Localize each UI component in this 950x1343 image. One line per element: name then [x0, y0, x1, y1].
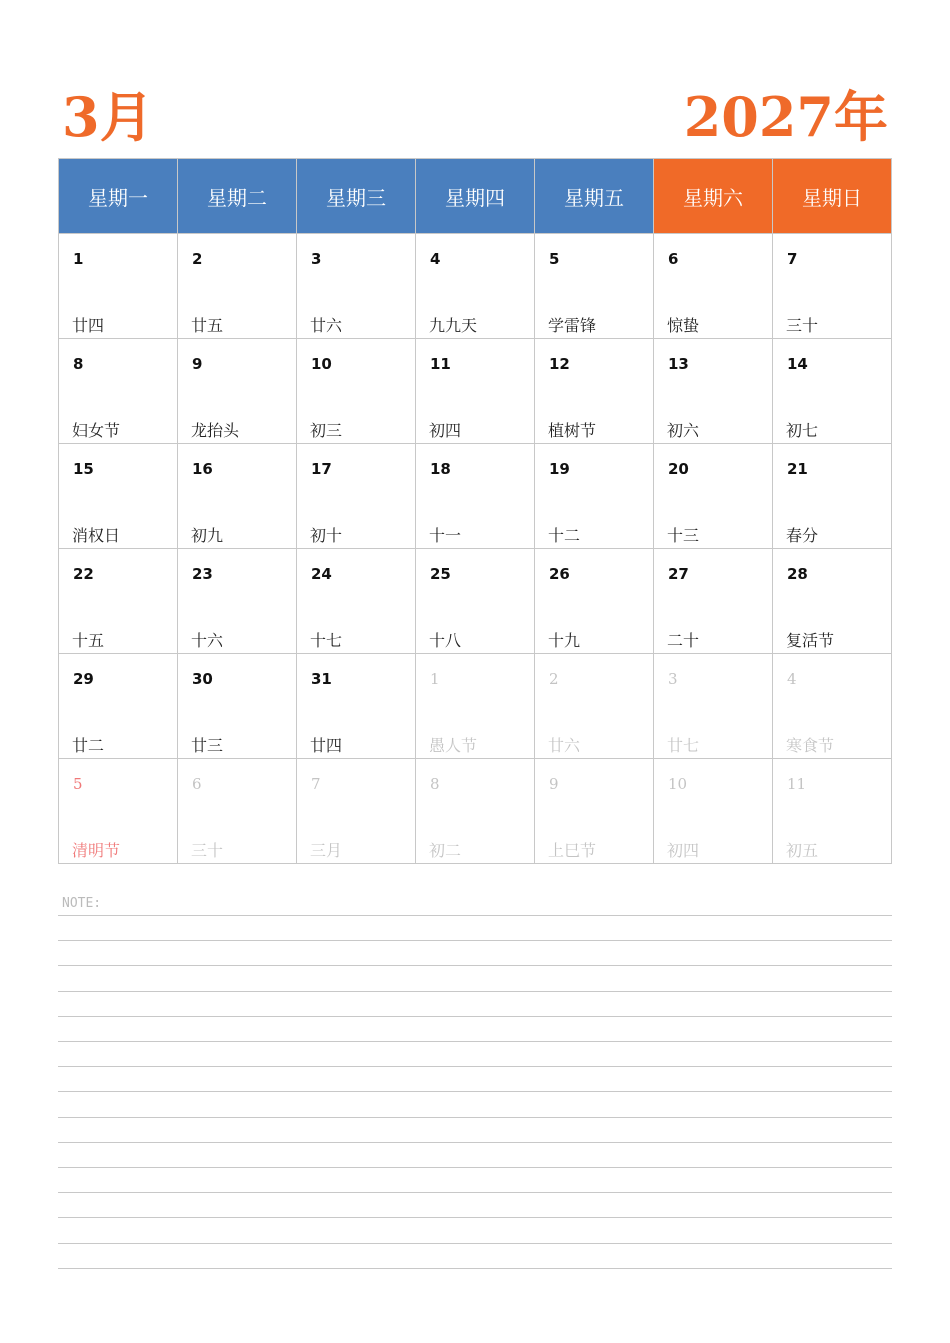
- lunar-date: 十三: [667, 526, 700, 545]
- day-number: 17: [311, 460, 332, 478]
- day-cell[interactable]: [773, 549, 892, 654]
- lunar-date: 廿五: [191, 316, 224, 335]
- day-number: 9: [192, 355, 203, 373]
- day-number: 12: [549, 355, 570, 373]
- day-number: 29: [73, 670, 94, 688]
- day-cell[interactable]: [773, 444, 892, 549]
- day-cell[interactable]: [297, 549, 416, 654]
- calendar-week-row: [59, 234, 892, 339]
- weekday-header-fri: 星期五: [535, 159, 654, 234]
- note-line: [58, 940, 892, 941]
- day-cell[interactable]: [178, 549, 297, 654]
- lunar-date: 初六: [667, 421, 700, 440]
- day-cell[interactable]: [416, 444, 535, 549]
- day-number: 3: [668, 670, 678, 688]
- lunar-date: 三十: [786, 316, 819, 335]
- lunar-date: 初九: [191, 526, 224, 545]
- note-line: [58, 1142, 892, 1143]
- day-number: 9: [549, 775, 559, 793]
- day-number: 1: [73, 250, 84, 268]
- lunar-date: 十二: [548, 526, 581, 545]
- weekday-header-sun: 星期日: [773, 159, 892, 234]
- note-line: [58, 965, 892, 966]
- day-cell[interactable]: [654, 234, 773, 339]
- day-number: 31: [311, 670, 332, 688]
- day-number: 11: [787, 775, 807, 793]
- day-cell[interactable]: [297, 339, 416, 444]
- lunar-date: 上巳节: [548, 841, 597, 860]
- day-cell[interactable]: [773, 234, 892, 339]
- lunar-date: 二十: [667, 631, 700, 650]
- day-cell[interactable]: [178, 339, 297, 444]
- day-number: 3: [311, 250, 322, 268]
- lunar-date: 初二: [429, 841, 462, 860]
- day-cell[interactable]: [773, 339, 892, 444]
- day-cell[interactable]: [178, 654, 297, 759]
- note-line: [58, 1117, 892, 1118]
- day-cell[interactable]: [297, 444, 416, 549]
- lunar-date: 十七: [310, 631, 343, 650]
- lunar-date: 初四: [667, 841, 700, 860]
- lunar-date: 龙抬头: [191, 421, 240, 440]
- day-cell[interactable]: [297, 234, 416, 339]
- day-number: 27: [668, 565, 689, 583]
- day-number: 16: [192, 460, 213, 478]
- day-cell[interactable]: [59, 759, 178, 864]
- note-line: [58, 1167, 892, 1168]
- day-cell[interactable]: [59, 549, 178, 654]
- day-number: 10: [668, 775, 688, 793]
- lunar-date: 廿六: [310, 316, 343, 335]
- day-cell[interactable]: [654, 549, 773, 654]
- note-line: [58, 1091, 892, 1092]
- day-cell[interactable]: [178, 444, 297, 549]
- lunar-date: 十八: [429, 631, 462, 650]
- day-cell[interactable]: [178, 234, 297, 339]
- day-number: 5: [73, 775, 83, 793]
- day-cell[interactable]: [535, 444, 654, 549]
- day-number: 8: [73, 355, 84, 373]
- lunar-date: 学雷锋: [548, 316, 597, 335]
- day-cell[interactable]: [416, 549, 535, 654]
- calendar-grid: [58, 158, 892, 864]
- day-cell[interactable]: [178, 759, 297, 864]
- lunar-date: 愚人节: [429, 736, 478, 755]
- calendar-week-row: [59, 549, 892, 654]
- calendar-week-row: [59, 654, 892, 759]
- day-number: 5: [549, 250, 560, 268]
- lunar-date: 初三: [310, 421, 343, 440]
- day-number: 1: [430, 670, 440, 688]
- day-cell[interactable]: [297, 654, 416, 759]
- lunar-date: 廿四: [310, 736, 343, 755]
- lunar-date: 三十: [191, 841, 224, 860]
- day-number: 21: [787, 460, 808, 478]
- day-number: 28: [787, 565, 808, 583]
- lunar-date: 妇女节: [72, 421, 121, 440]
- note-line: [58, 1268, 892, 1269]
- calendar-week-row: [59, 759, 892, 864]
- lunar-date: 廿二: [72, 736, 105, 755]
- calendar-week-row: [59, 339, 892, 444]
- day-number: 14: [787, 355, 808, 373]
- day-cell[interactable]: [535, 549, 654, 654]
- day-cell[interactable]: [654, 339, 773, 444]
- day-cell[interactable]: [416, 339, 535, 444]
- day-number: 4: [430, 250, 441, 268]
- lunar-date: 植树节: [548, 421, 597, 440]
- lunar-date: 廿三: [191, 736, 224, 755]
- day-cell[interactable]: [416, 654, 535, 759]
- note-line: [58, 915, 892, 916]
- day-number: 23: [192, 565, 213, 583]
- day-cell[interactable]: [59, 339, 178, 444]
- day-cell[interactable]: [416, 759, 535, 864]
- day-number: 2: [549, 670, 559, 688]
- lunar-date: 十五: [72, 631, 105, 650]
- weekday-header-tue: 星期二: [178, 159, 297, 234]
- day-number: 13: [668, 355, 689, 373]
- day-cell[interactable]: [416, 234, 535, 339]
- day-cell[interactable]: [535, 234, 654, 339]
- day-cell[interactable]: [297, 759, 416, 864]
- weekday-header-wed: 星期三: [297, 159, 416, 234]
- day-number: 6: [668, 250, 679, 268]
- day-number: 26: [549, 565, 570, 583]
- year-title: 2027年: [683, 85, 888, 149]
- weekday-header-mon: 星期一: [59, 159, 178, 234]
- lunar-date: 十九: [548, 631, 581, 650]
- day-cell[interactable]: [773, 654, 892, 759]
- day-number: 8: [430, 775, 440, 793]
- day-number: 7: [311, 775, 321, 793]
- note-line: [58, 1243, 892, 1244]
- note-line: [58, 1066, 892, 1067]
- note-line: [58, 1192, 892, 1193]
- day-cell[interactable]: [535, 759, 654, 864]
- note-label: NOTE:: [62, 896, 102, 911]
- calendar-body: [59, 234, 892, 864]
- note-line: [58, 1217, 892, 1218]
- lunar-date: 复活节: [786, 631, 835, 650]
- lunar-date: 春分: [786, 526, 819, 545]
- note-line: [58, 991, 892, 992]
- day-cell[interactable]: [535, 339, 654, 444]
- lunar-date: 初七: [786, 421, 819, 440]
- weekday-header-row: [59, 159, 892, 234]
- day-number: 2: [192, 250, 203, 268]
- day-number: 25: [430, 565, 451, 583]
- day-cell[interactable]: [59, 234, 178, 339]
- day-number: 22: [73, 565, 94, 583]
- weekday-header-thu: 星期四: [416, 159, 535, 234]
- note-line: [58, 1016, 892, 1017]
- day-cell[interactable]: [654, 444, 773, 549]
- lunar-date: 廿四: [72, 316, 105, 335]
- note-line: [58, 1041, 892, 1042]
- day-cell[interactable]: [59, 654, 178, 759]
- lunar-date: 清明节: [72, 841, 121, 860]
- day-number: 4: [787, 670, 797, 688]
- day-number: 30: [192, 670, 213, 688]
- lunar-date: 惊蛰: [667, 316, 700, 335]
- day-cell[interactable]: [654, 759, 773, 864]
- lunar-date: 初五: [786, 841, 819, 860]
- day-cell[interactable]: [59, 444, 178, 549]
- lunar-date: 消权日: [72, 526, 121, 545]
- lunar-date: 寒食节: [786, 736, 835, 755]
- lunar-date: 九九天: [429, 316, 478, 335]
- day-number: 7: [787, 250, 798, 268]
- day-number: 6: [192, 775, 202, 793]
- day-number: 19: [549, 460, 570, 478]
- lunar-date: 廿六: [548, 736, 581, 755]
- month-title: 3月: [62, 85, 154, 149]
- day-cell[interactable]: [535, 654, 654, 759]
- day-number: 18: [430, 460, 451, 478]
- lunar-date: 廿七: [667, 736, 700, 755]
- day-number: 15: [73, 460, 94, 478]
- day-number: 24: [311, 565, 332, 583]
- lunar-date: 初十: [310, 526, 343, 545]
- day-number: 10: [311, 355, 332, 373]
- calendar-week-row: [59, 444, 892, 549]
- lunar-date: 三月: [310, 841, 343, 860]
- day-cell[interactable]: [773, 759, 892, 864]
- day-cell[interactable]: [654, 654, 773, 759]
- weekday-header-sat: 星期六: [654, 159, 773, 234]
- lunar-date: 初四: [429, 421, 462, 440]
- lunar-date: 十一: [429, 526, 462, 545]
- day-number: 11: [430, 355, 451, 373]
- lunar-date: 十六: [191, 631, 224, 650]
- day-number: 20: [668, 460, 689, 478]
